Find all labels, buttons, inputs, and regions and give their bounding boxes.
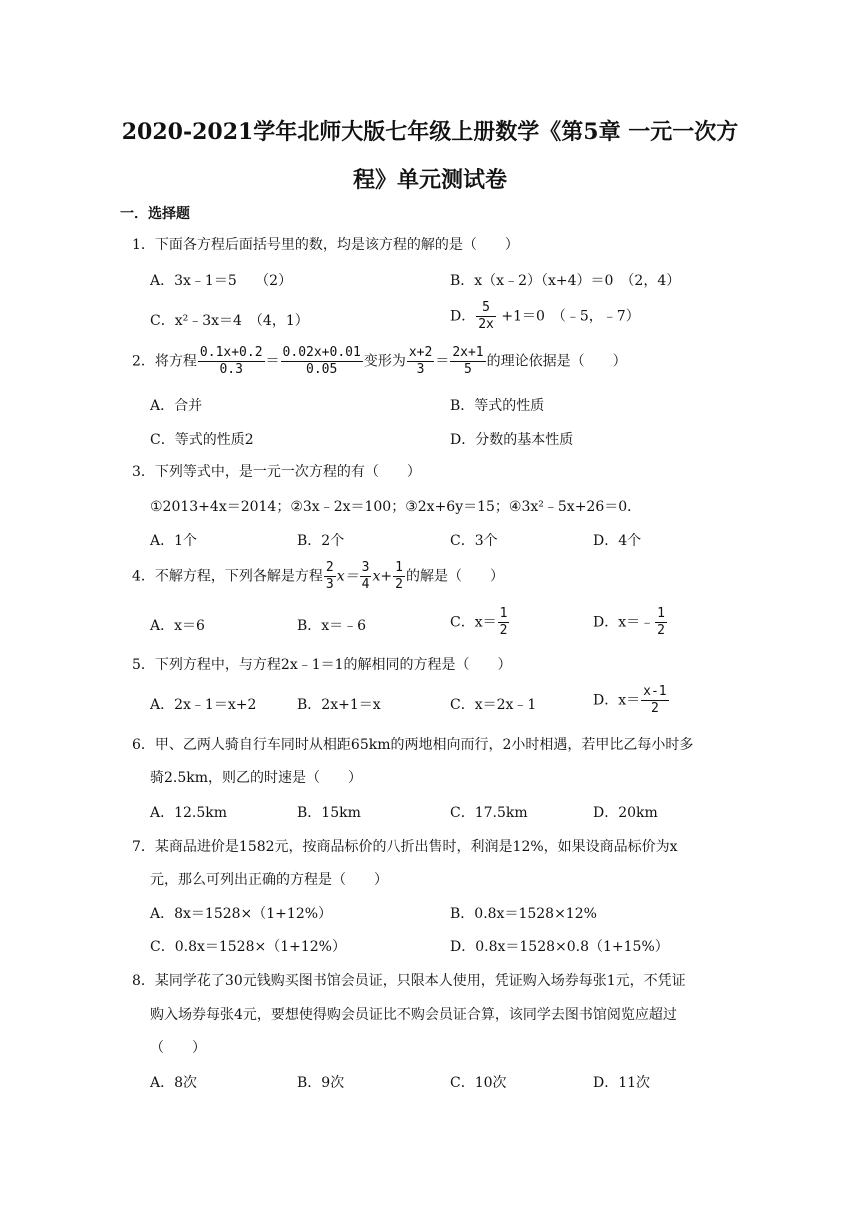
q7-option-a: A．8x＝1528×（1+12%） [150, 906, 333, 922]
q8-option-d: D．11次 [593, 1075, 651, 1091]
q3-option-c: C．3个 [450, 533, 498, 549]
q5-option-a: A．2x﹣1＝x+2 [150, 697, 257, 713]
q7-option-b: B．0.8x＝1528×12% [450, 906, 597, 922]
q3-option-b: B．2个 [297, 533, 345, 549]
q7-option-c: C．0.8x＝1528×（1+12%） [150, 939, 346, 955]
q8-option-b: B．9次 [297, 1075, 345, 1091]
q1-option-c: C．x²﹣3x＝4 （4，1） [150, 313, 309, 329]
question-7-line-1: 7．某商品进价是1582元，按商品标价的八折出售时，利润是12%，如果设商品标价为x [132, 839, 678, 855]
q3-option-a: A．1个 [150, 533, 198, 549]
fraction: $\frac{3}{4}$ [361, 560, 370, 592]
q1-option-a: A．3x﹣1＝5 （2） [150, 273, 293, 289]
q8-option-c: C．10次 [450, 1075, 507, 1091]
fraction: $\frac{0.02x+0.01}{0.05}$ [282, 345, 361, 377]
section-heading: 一．选择题 [120, 206, 190, 222]
fraction: $\frac{x+2}{3}$ [408, 345, 433, 377]
fraction: $\frac{1}{2}$ [499, 606, 508, 638]
page-title [70, 108, 790, 204]
question-3-stem: 3．下列等式中，是一元一次方程的有（ ） [132, 464, 421, 480]
fraction: $\frac{5}{2x}$ [478, 300, 494, 332]
fraction: $\frac{0.1x+0.2}{0.3}$ [199, 345, 263, 377]
q8-option-a: A．8次 [150, 1075, 198, 1091]
q4-option-c: C．x＝ $\frac{1}{2}$ [450, 606, 508, 638]
question-6-line-1: 6．甲、乙两人骑自行车同时从相距65km的两地相向而行，2小时相遇，若甲比乙每小时多 [132, 737, 694, 753]
question-2-stem: 2．将方程 $\frac{0.1x+0.2}{0.3}$ ＝ $\frac{0.02x+0.01}{0.05}$ 变形为 $\frac{x+2}{3}$ ＝ $\frac{2x+1}{5}$ 的理论依据是（ ） [132, 345, 627, 377]
q1-option-b: B．x（x﹣2）（x+4）＝0 （2，4） [450, 273, 681, 289]
title-line-2: 程》单元测试卷 [352, 167, 507, 193]
title-line-1: 2020-2021学年北师大版七年级上册数学《第5章 一元一次方 [121, 119, 739, 145]
q6-option-c: C．17.5km [450, 805, 528, 821]
q6-option-b: B．15km [297, 805, 361, 821]
fraction: $\frac{1}{2}$ [395, 560, 403, 592]
q5-option-b: B．2x+1＝x [297, 697, 381, 713]
q1-option-d: D． $\frac{5}{2x}$ +1＝0 （﹣5，﹣7） [450, 300, 640, 332]
q4-option-d: D．x＝﹣ $\frac{1}{2}$ [593, 606, 665, 638]
question-1-stem: 1．下面各方程后面括号里的数，均是该方程的解的是（ ） [132, 237, 519, 253]
q6-option-a: A．12.5km [150, 805, 228, 821]
q5-option-c: C．x＝2x﹣1 [450, 697, 537, 713]
fraction: $\frac{2}{3}$ [325, 560, 334, 592]
question-8-line-2: 购入场券每张4元，要想使得购会员证比不购会员证合算，该同学去图书馆阅览应超过 [150, 1007, 677, 1023]
question-7-line-2: 元，那么可列出正确的方程是（ ） [150, 872, 388, 888]
q2-option-d: D．分数的基本性质 [450, 432, 574, 448]
q4-option-a: A．x＝6 [150, 618, 205, 634]
q3-option-d: D．4个 [593, 533, 642, 549]
question-4-stem: 4．不解方程，下列各解是方程 $\frac{2}{3}$ x＝ $\frac{3}{4}$ x+ $\frac{1}{2}$ 的解是（ ） [132, 560, 504, 592]
q7-option-d: D．0.8x＝1528×0.8（1+15%） [450, 939, 669, 955]
q4-option-b: B．x＝﹣6 [297, 618, 367, 634]
q2-option-a: A．合并 [150, 398, 203, 414]
question-8-line-1: 8．某同学花了30元钱购买图书馆会员证，只限本人使用，凭证购入场券每张1元，不凭证 [132, 973, 686, 989]
fraction: $\frac{x-1}{2}$ [643, 684, 667, 716]
q2-option-c: C．等式的性质2 [150, 432, 254, 448]
fraction: $\frac{2x+1}{5}$ [452, 345, 484, 377]
q3-items: ①2013+4x＝2014；②3x﹣2x＝100；③2x+6y＝15；④3x²﹣5x+26＝0． [150, 499, 642, 515]
fraction: $\frac{1}{2}$ [657, 606, 665, 638]
q5-option-d: D．x＝ $\frac{x-1}{2}$ [593, 684, 667, 716]
q6-option-d: D．20km [593, 805, 658, 821]
question-8-line-3: （ ） [150, 1040, 206, 1056]
q2-option-b: B．等式的性质 [450, 398, 545, 414]
question-6-line-2: 骑2.5km，则乙的时速是（ ） [150, 770, 363, 786]
question-5-stem: 5．下列方程中，与方程2x﹣1＝1的解相同的方程是（ ） [132, 657, 512, 673]
